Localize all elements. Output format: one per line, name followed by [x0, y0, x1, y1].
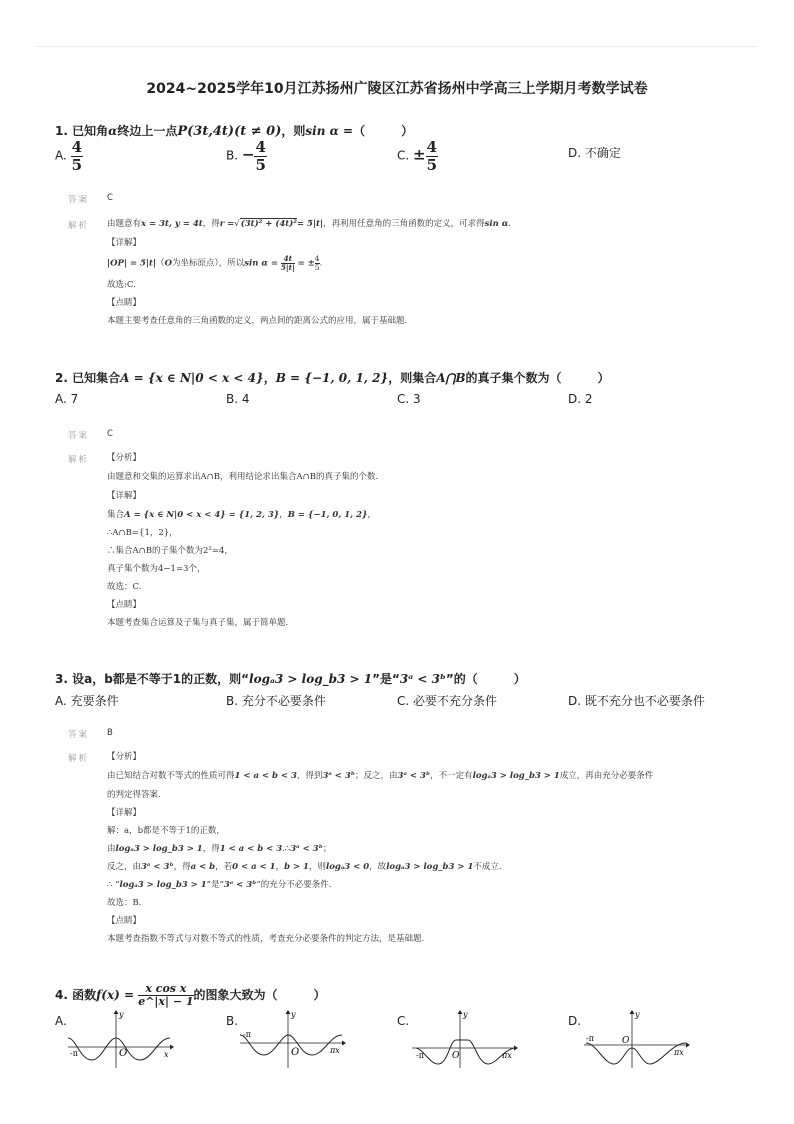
- x-axis-arrow: [514, 1046, 518, 1051]
- question-1-solution-line-4: 故选:C.: [107, 280, 136, 290]
- question-1-solution-line-3: |OP| = 5|t|（O为坐标原点），所以sin α = $\frac{4t}{5|t|}$ = ± $\frac{4}{5}$ .: [107, 254, 323, 272]
- question-3-solution-line-11: 本题考查指数不等式与对数不等式的性质，考查充分必要条件的判定方法，是基础题.: [107, 934, 425, 944]
- answer-label: 答案: [68, 730, 90, 740]
- question-3-solution-line-1: 【分析】: [107, 752, 142, 762]
- y-label: y: [119, 1010, 124, 1019]
- answer-label: 答案: [68, 431, 90, 441]
- header-divider: [36, 46, 758, 47]
- question-1-option-c[interactable]: C. ± $\frac{4}{5}$: [397, 138, 438, 174]
- question-4-option-b-graph[interactable]: [238, 1008, 348, 1070]
- question-1-solution-line-2: 【详解】: [107, 238, 142, 248]
- question-2-stem: 2. 已知集合A = {x ∈ N|0 < x < 4}，B = {−1, 0, 1, 2}，则集合A⋂B的真子集个数为（ ）: [55, 371, 610, 385]
- question-1-option-d[interactable]: D. 不确定: [568, 146, 621, 160]
- question-3-solution-line-6: 由logₐ3 > log_b3 > 1，得1 < a < b < 3.∴3ᵃ < 3ᵇ；: [107, 844, 332, 854]
- question-3-solution-line-10: 【点睛】: [107, 916, 142, 926]
- left-tick-label: -π: [586, 1034, 594, 1043]
- fraction: $\frac{\text{x cos x}}{e\^{}|x| - 1}$: [138, 982, 194, 1009]
- analysis-label: 解析: [68, 221, 90, 231]
- right-tick-label: x: [164, 1050, 169, 1059]
- analysis-label: 解析: [68, 455, 90, 465]
- question-3-option-a[interactable]: A. 充要条件: [55, 694, 119, 708]
- question-4-option-c-label[interactable]: C.: [397, 1014, 410, 1028]
- x-axis-arrow: [342, 1041, 346, 1046]
- question-2-option-a[interactable]: A. 7: [55, 392, 79, 406]
- question-3-solution-line-9: 故选：B.: [107, 898, 142, 908]
- question-2-option-b[interactable]: B. 4: [226, 392, 250, 406]
- y-axis-arrow: [630, 1010, 635, 1014]
- question-2-answer: C: [107, 429, 113, 439]
- question-1-stem: 1. 已知角α终边上一点P(3t,4t)(t ≠ 0)，则sin α =（ ）: [55, 124, 414, 139]
- question-4-option-b-label[interactable]: B.: [226, 1014, 239, 1028]
- question-3-solution-line-5: 解：a，b都是不等于1的正数，: [107, 826, 225, 836]
- question-1-solution-line-5: 【点睛】: [107, 298, 142, 308]
- fraction: $\frac{4}{5}$: [426, 138, 438, 174]
- question-3-solution-line-3: 的判定得答案.: [107, 790, 161, 800]
- question-3-option-b[interactable]: B. 充分不必要条件: [226, 694, 326, 708]
- analysis-label: 解析: [68, 754, 90, 764]
- right-tick-label: πx: [502, 1051, 512, 1060]
- question-2-solution-line-3: 【详解】: [107, 491, 142, 501]
- question-3-option-c[interactable]: C. 必要不充分条件: [397, 694, 498, 708]
- question-1-solution-line-1: 由题意有x = 3t, y = 4t，得r =√(3t)² + (4t)²= 5|t|，再利用任意角的三角函数的定义，可求得sin α.: [107, 219, 511, 229]
- question-4-option-a-label[interactable]: A.: [55, 1014, 67, 1028]
- question-2-solution-line-1: 【分析】: [107, 453, 142, 463]
- function-curve: [586, 1043, 686, 1064]
- function-curve: [416, 1040, 514, 1064]
- y-axis-arrow: [114, 1010, 119, 1014]
- y-axis-arrow: [458, 1010, 463, 1014]
- question-2-solution-line-6: ∴集合A∩B的子集个数为2²=4，: [107, 546, 233, 556]
- question-2-solution-line-8: 故选：C.: [107, 582, 142, 592]
- page-title: 2024~2025学年10月江苏扬州广陵区江苏省扬州中学高三上学期月考数学试卷: [146, 81, 648, 97]
- question-2-option-d[interactable]: D. 2: [568, 392, 593, 406]
- question-3-option-d[interactable]: D. 既不充分也不必要条件: [568, 694, 705, 708]
- y-label: y: [635, 1010, 640, 1019]
- question-2-solution-line-9: 【点睛】: [107, 600, 142, 610]
- left-tick-label: -π: [70, 1049, 78, 1058]
- question-4-stem: 4. 函数f(x) = $\frac{\text{x cos x}}{e\^{}|x| - 1}$ 的图象大致为（ ）: [55, 982, 326, 1009]
- question-2-solution-line-5: ∴A∩B={1，2}，: [107, 528, 178, 538]
- origin-label: O: [622, 1036, 630, 1046]
- question-3-solution-line-8: ∴ “logₐ3 > log_b3 > 1”是“3ᵃ < 3ᵇ”的充分不必要条件.: [107, 880, 332, 890]
- question-2-solution-line-7: 真子集个数为4−1=3个，: [107, 564, 206, 574]
- fraction: $\frac{4}{5}$: [255, 138, 266, 174]
- answer-label: 答案: [68, 195, 90, 205]
- question-1-option-b[interactable]: B. − $\frac{4}{5}$: [226, 138, 266, 174]
- left-tick-label: -π: [416, 1051, 424, 1060]
- question-3-solution-line-7: 反之，由3ᵃ < 3ᵇ，得a < b，若0 < a < 1，b > 1，则logₐ3 < 0，故logₐ3 > log_b3 > 1不成立.: [107, 862, 502, 872]
- left-tick-label: -π: [243, 1030, 251, 1039]
- question-4-option-d-graph[interactable]: [582, 1008, 692, 1070]
- question-3-stem: 3. 设a，b都是不等于1的正数，则“logₐ3 > log_b3 > 1”是“3ᵃ < 3ᵇ”的（ ）: [55, 672, 526, 686]
- question-1-answer: C: [107, 193, 113, 203]
- right-tick-label: πx: [674, 1048, 684, 1057]
- question-2-solution-line-4: 集合A = {x ∈ N|0 < x < 4} = {1, 2, 3}，B = {−1, 0, 1, 2}，: [107, 510, 376, 520]
- question-4-option-c-graph[interactable]: [410, 1008, 520, 1070]
- x-axis-arrow: [170, 1045, 174, 1050]
- question-1-solution-line-6: 本题主要考查任意角的三角函数的定义，两点间的距离公式的应用，属于基础题.: [107, 316, 408, 326]
- fraction: $\frac{4}{5}$: [71, 138, 83, 174]
- right-tick-label: πx: [330, 1046, 340, 1055]
- origin-label: O: [452, 1051, 460, 1061]
- question-4-option-d-label[interactable]: D.: [568, 1014, 582, 1028]
- question-4-option-a-graph[interactable]: [66, 1008, 176, 1070]
- question-2-solution-line-2: 由题意和交集的运算求出A∩B，利用结论求出集合A∩B的真子集的个数.: [107, 472, 379, 482]
- question-2-option-c[interactable]: C. 3: [397, 392, 421, 406]
- question-3-answer: B: [107, 728, 113, 738]
- origin-label: O: [291, 1047, 300, 1058]
- question-3-solution-line-2: 由已知结合对数不等式的性质可得1 < a < b < 3，得到3ᵃ < 3ᵇ；反之，由3ᵃ < 3ᵇ，不一定有logₐ3 > log_b3 > 1成立，再由充分必要条件: [107, 771, 654, 781]
- y-axis-arrow: [286, 1010, 291, 1014]
- question-2-solution-line-10: 本题考查集合运算及子集与真子集，属于简单题.: [107, 618, 289, 628]
- question-1-option-a[interactable]: A. $\frac{4}{5}$: [55, 138, 83, 174]
- x-axis-arrow: [686, 1043, 690, 1048]
- y-label: y: [463, 1010, 468, 1019]
- question-3-solution-line-4: 【详解】: [107, 808, 142, 818]
- y-label: y: [291, 1010, 296, 1019]
- origin-label: O: [119, 1048, 128, 1059]
